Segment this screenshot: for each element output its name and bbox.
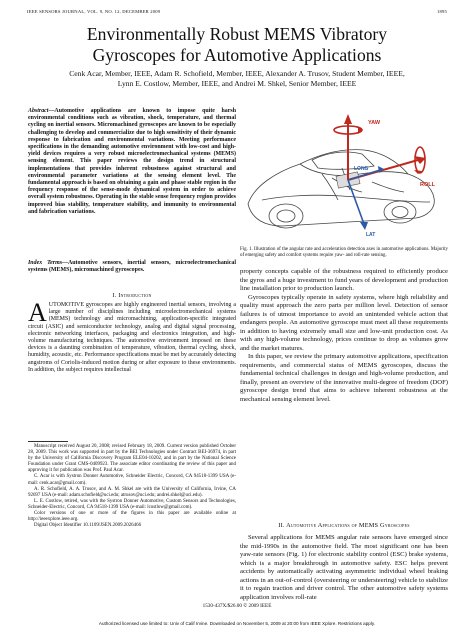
footnote-doi: Digital Object Identifier 10.1109/JSEN.2009.2026466 <box>34 523 142 529</box>
authors-line-1: Cenk Acar, Member, IEEE, Adam R. Schofield, Member, IEEE, Alexander A. Trusov, Student Member, IEEE, <box>69 69 405 78</box>
figure-car-axes <box>242 108 448 243</box>
paragraph-1: property concepts capable of the robustness required to efficiently produce the gyros and a huge investment to fund years of development and production line installation prior to production launch. <box>240 268 448 292</box>
abstract <box>28 108 236 216</box>
footnote-color-versions: Color versions of one or more of the figures in this paper are available online at http://ieeexplore.ieee.org. <box>28 511 236 523</box>
abstract-lead: Abstract <box>28 108 49 114</box>
footnote-author-costlow: L. E. Costlow, retired, was with the Systron Donner Automotive, Custom Sensors and Technologies, Schneider-Electric, Concord, CA 94518-1399 USA (e-mail: lcostlow@gmail.com). <box>28 498 236 510</box>
author-list <box>20 69 454 89</box>
abstract-text: —Automotive applications are known to impose quite harsh environmental conditions such as vibration, shock, temperature, and thermal cycling on inertial sensors. Micromachined gyroscopes are known to be especially challenging to develop and commercialize due to high sensitivity of their dynamic response to fabrication and environmental variations. Meeting performance specifications in the demanding automotive environment with low-cost and high-yield devices requires a very robust microelectromechanical systems (MEMS) sensing element. This paper reviews the design trend in structural implementations that provides inherent robustness against structural and environmental parameter variations at the sensing element level. The fundamental approach is based on obtaining a gain and phase stable region in the frequency response of the sense-mode dynamical system in order to achieve overall system robustness. Operating in the stable sense frequency region provides improved bias stability, temperature stability, and immunity to environmental and fabrication variations. <box>28 108 236 215</box>
dropcap: A <box>28 298 47 327</box>
paper-title <box>20 24 454 66</box>
footnotes <box>28 444 236 529</box>
figure-caption: Fig. 1. Illustration of the angular rate and acceleration detection axes in automotive applications. Majority of emerging safety and comfort systems require yaw- and roll-rate sensing. <box>240 247 448 259</box>
section-heading-introduction: I. Introduction <box>112 292 152 299</box>
introduction-body: UTOMOTIVE gyroscopes are highly engineered inertial sensors, involving a large number of disciplines including microelectromechanical systems (MEMS) technology and micromachining, application-specific integrated circuit (ASIC) and semiconductor technology, analog and digital signal processing, electronic networking interfaces, packaging and electronics integration, and high-volume manufacturing techniques. The automotive environment imposed on these devices is a daunting combination of temperature, vibration, thermal cycling, shock, humidity, acoustic, etc. Performance specifications must be met by accurately detecting angstroms of Coriolis-induced motion during or after exposure to these environments. In addition, the subject requires intellectual <box>28 302 236 373</box>
footnote-rule <box>28 441 68 442</box>
index-terms-text: —Automotive sensors, inertial sensors, microelectromechanical systems (MEMS), micromachined gyroscopes. <box>28 260 236 274</box>
section-2-text <box>240 534 448 602</box>
paragraph-3: In this paper, we review the primary automotive applications, specification requirements, and commercial status of MEMS gyroscopes, discuss the fundamental technical challenges in design and high-volume production, and finally, present an overview of the innovative multi-degree of freedom (DOF) gyroscope design trend that aims to achieve inherent robustness at the mechanical sensing element level. <box>240 353 448 403</box>
footnote-manuscript: Manuscript received August 20, 2008; revised February 18, 2009. Current version published October 28, 2009. This work was supported in part by the BEI Technologies under Contract BEI-36974, in part by the University of California Discovery Program ELE04-10202, and in part by the National Science Foundation under Grant CMS-0409923. The associate editor coordinating the review of this paper and approving it for publication was Prof. Paul Acar. <box>28 444 236 474</box>
footnote-authors-uci: A. R. Schofield, A. A. Trusov, and A. M. Shkel are with the University of California, Irvine, CA 92697 USA (e-mail: adam.schofield@uci.edu; atrusov@uci.edu; andrei.shkel@uci.edu). <box>28 486 236 498</box>
copyright-line: 1530-437X/$26.00 © 2009 IEEE <box>202 603 272 609</box>
section-heading-applications: II. Automotive Applications of MEMS Gyroscopes <box>278 522 410 529</box>
yaw-label: YAW <box>368 120 381 126</box>
index-terms-lead: Index Terms <box>28 260 63 266</box>
title-line-1: Environmentally Robust MEMS Vibratory <box>86 24 388 44</box>
roll-label: ROLL <box>420 182 435 188</box>
car-illustration <box>242 108 448 243</box>
page-number: 1895 <box>437 9 447 14</box>
long-label: LONG <box>354 166 369 172</box>
footnote-author-acar: C. Acar is with Systron Donner Automotive, Schneider Electric, Concord, CA 94518-1399 USA (e-mail: cenk.acar@gmail.com). <box>28 474 236 486</box>
index-terms <box>28 260 236 274</box>
journal-header: IEEE SENSORS JOURNAL, VOL. 9, NO. 12, DECEMBER 2009 <box>27 9 161 14</box>
authorized-use-notice: Authorized licensed use limited to: Univ of Calif Irvine. Downloaded on November 5, 2009 at 20:00 from IEEE Xplore. Restrictions apply. <box>98 621 376 626</box>
lat-label: LAT <box>366 232 376 238</box>
authors-line-2: Lynn E. Costlow, Member, IEEE, and Andrei M. Shkel, Senior Member, IEEE <box>117 79 357 88</box>
introduction-text <box>28 298 236 374</box>
running-head <box>27 9 447 17</box>
title-line-2: Gyroscopes for Automotive Applications <box>92 45 382 65</box>
right-column-text <box>240 268 448 404</box>
paragraph-2: Gyroscopes typically operate in safety systems, where high reliability and quality must approach the zero parts per million level. Detection of sensor failures is of utmost importance to avoid an unintended vehicle action that endangers people. An automotive gyroscope must meet all these requirements in addition to having extremely small size and low-unit production cost. As with any high-volume technology, prices continue to drop as volumes grow and the market matures. <box>240 293 448 352</box>
section-2-paragraph: Several applications for MEMS angular rate sensors have emerged since the mid-1990s in the automotive field. The most significant one has been yaw-rate sensors (Fig. 1) for electronic stability control (ESC) brake systems, which is a major breakthrough in automotive safety. ESC helps prevent accidents by automatically activating asymmetric individual wheel braking actions in an out-of-control (oversteering or understeering) vehicle to stabilize it to regain traction and driver control. The other automotive safety systems application involves roll-rate <box>240 534 448 601</box>
